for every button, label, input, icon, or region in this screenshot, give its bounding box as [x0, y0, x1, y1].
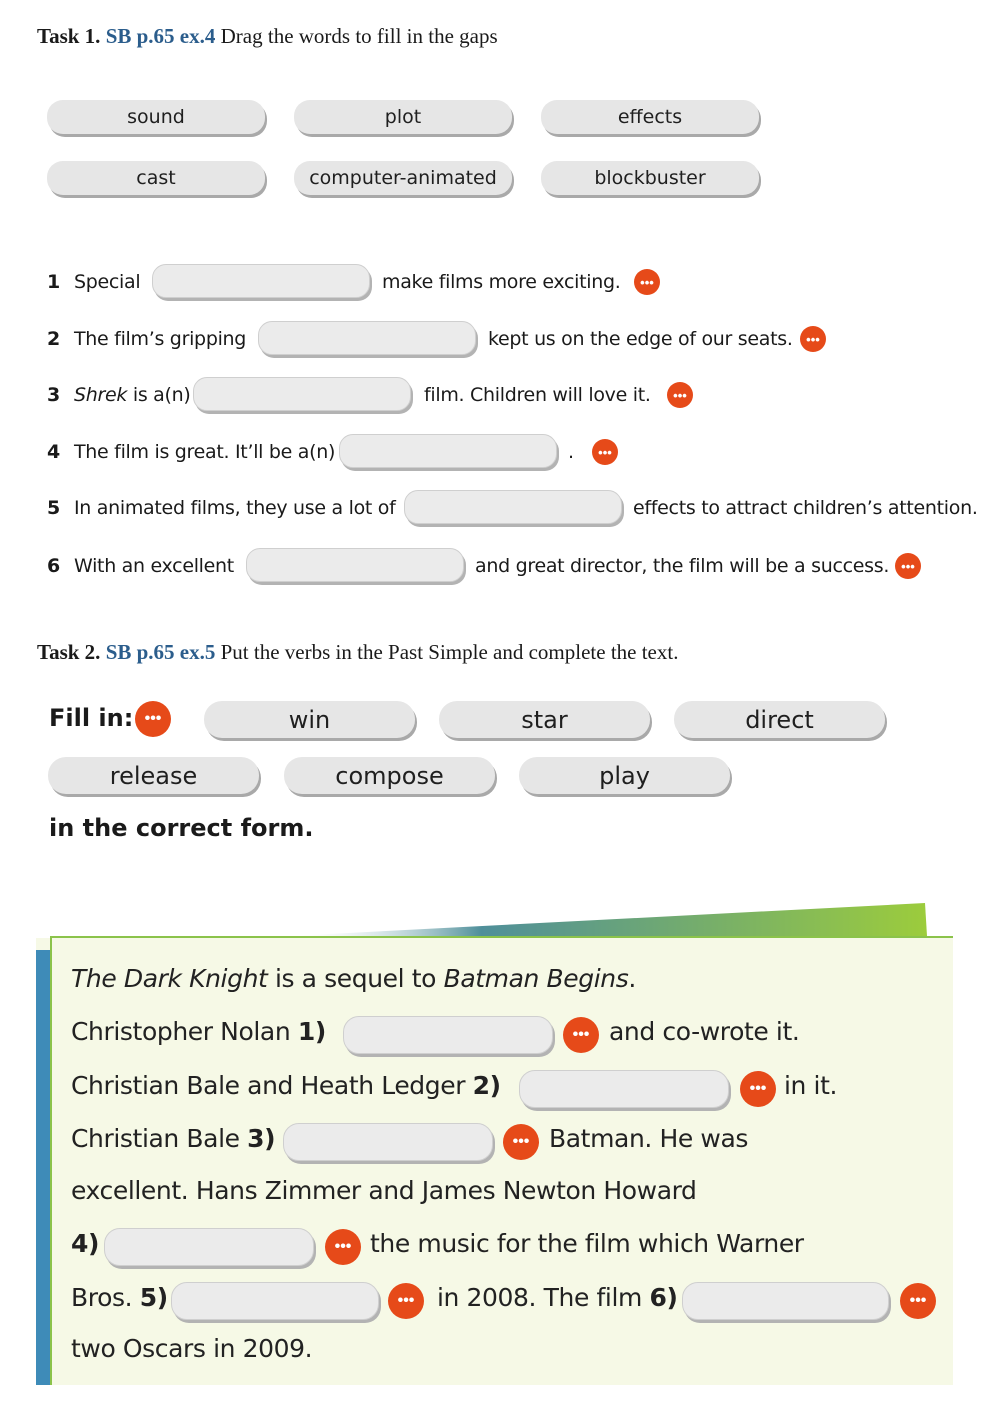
more-options-icon[interactable]: ••• — [800, 326, 826, 352]
story-line-5: excellent. Hans Zimmer and James Newton Howard — [71, 1176, 697, 1205]
story-box-border-left — [50, 936, 52, 1385]
fill-in-label: Fill in: — [49, 704, 134, 732]
more-options-icon[interactable]: ••• — [634, 269, 660, 295]
sentence-number: 4 — [47, 441, 61, 463]
correct-form-label: in the correct form. — [49, 814, 314, 842]
story-line-8: two Oscars in 2009. — [71, 1334, 313, 1363]
text-gap-1[interactable] — [343, 1016, 553, 1054]
text-gap-4[interactable] — [104, 1228, 314, 1266]
sentence-number: 6 — [47, 555, 61, 577]
gap-number: 3) — [247, 1124, 276, 1153]
task1-title: Task 1. — [37, 24, 101, 48]
more-options-icon[interactable]: ••• — [592, 439, 618, 465]
story-text: the music for the film which Warner — [370, 1229, 804, 1258]
task2-ref: SB p.65 ex.5 — [105, 640, 216, 664]
word-chip-effects[interactable]: effects — [541, 100, 759, 134]
word-chip-compose[interactable]: compose — [284, 757, 495, 794]
word-chip-star[interactable]: star — [439, 701, 650, 738]
sentence-number: 2 — [47, 328, 61, 350]
sentence-text-after: and great director, the film will be a success. — [475, 555, 890, 577]
sentence-text-before: Special — [74, 271, 141, 293]
film-title: The Dark Knight — [71, 964, 268, 993]
word-chip-play[interactable]: play — [519, 757, 730, 794]
task2-instruction: Put the verbs in the Past Simple and complete the text. — [220, 640, 679, 664]
story-line-3 — [71, 1071, 501, 1100]
sentence-number: 1 — [47, 271, 61, 293]
more-options-icon[interactable]: ••• — [563, 1017, 599, 1053]
sentence-text-after: kept us on the edge of our seats. — [488, 328, 793, 350]
more-options-icon[interactable]: ••• — [325, 1229, 361, 1265]
more-options-icon[interactable]: ••• — [503, 1124, 539, 1160]
gap-number: 2) — [472, 1071, 501, 1100]
story-box-border — [50, 936, 953, 938]
word-chip-direct[interactable]: direct — [674, 701, 885, 738]
film-title: Batman Begins — [443, 964, 629, 993]
sentence-text-after: effects to attract children’s attention. — [633, 497, 978, 519]
sentence-number: 3 — [47, 384, 61, 406]
story-text: Christopher Nolan — [71, 1017, 298, 1046]
sentence-number: 5 — [47, 497, 61, 519]
more-options-icon[interactable]: ••• — [895, 553, 921, 579]
story-text: Christian Bale and Heath Ledger — [71, 1071, 473, 1100]
sentence-text-after: . — [568, 441, 574, 463]
sentence-text-before-rest: is a(n) — [132, 384, 191, 406]
sentence-text-before: In animated films, they use a lot of — [74, 497, 396, 519]
word-chip-win[interactable]: win — [204, 701, 415, 738]
more-options-icon[interactable]: ••• — [900, 1283, 936, 1319]
story-line-2 — [71, 1017, 326, 1046]
story-text: in it. — [784, 1071, 838, 1100]
gap-number: 5) — [139, 1283, 168, 1312]
word-chip-computer-animated[interactable]: computer-animated — [294, 161, 512, 195]
more-options-icon[interactable]: ••• — [667, 382, 693, 408]
text-gap-6[interactable] — [682, 1282, 889, 1320]
story-text: Batman. He was — [549, 1124, 749, 1153]
word-chip-sound[interactable]: sound — [47, 100, 265, 134]
gap-number: 4) — [71, 1229, 100, 1258]
task2-title: Task 2. — [37, 640, 101, 664]
gap-number: 6) — [649, 1283, 678, 1312]
story-text: Bros. — [71, 1283, 140, 1312]
sentence-text-before: With an excellent — [74, 555, 234, 577]
task1-ref: SB p.65 ex.4 — [105, 24, 216, 48]
more-options-icon[interactable]: ••• — [740, 1071, 776, 1107]
story-box-side-bar — [36, 950, 50, 1385]
task1-instruction: Drag the words to fill in the gaps — [220, 24, 498, 48]
film-title: Shrek — [74, 384, 128, 406]
text-gap-5[interactable] — [171, 1282, 379, 1320]
story-text: is a sequel to — [267, 964, 444, 993]
text-gap-3[interactable] — [283, 1123, 493, 1161]
story-text: in 2008. The film — [437, 1283, 650, 1312]
story-text: . — [628, 964, 636, 993]
story-text: Christian Bale — [71, 1124, 248, 1153]
more-options-icon[interactable]: ••• — [135, 701, 171, 737]
sentence-text-after: make films more exciting. — [382, 271, 621, 293]
word-chip-release[interactable]: release — [48, 757, 259, 794]
story-line-4 — [71, 1124, 275, 1153]
story-line-1 — [71, 964, 636, 993]
gap-number: 1) — [297, 1017, 326, 1046]
word-chip-blockbuster[interactable]: blockbuster — [541, 161, 759, 195]
text-gap-2[interactable] — [519, 1070, 729, 1108]
more-options-icon[interactable]: ••• — [388, 1283, 424, 1319]
story-line-7-rest — [437, 1283, 678, 1312]
sentence-text-before: The film’s gripping — [74, 328, 247, 350]
word-chip-plot[interactable]: plot — [294, 100, 512, 134]
sentence-text-before: The film is great. It’ll be a(n) — [74, 441, 336, 463]
word-chip-cast[interactable]: cast — [47, 161, 265, 195]
story-line-6 — [71, 1229, 99, 1258]
story-line-7 — [71, 1283, 168, 1312]
story-text: and co-wrote it. — [609, 1017, 800, 1046]
sentence-text-after: film. Children will love it. — [424, 384, 651, 406]
